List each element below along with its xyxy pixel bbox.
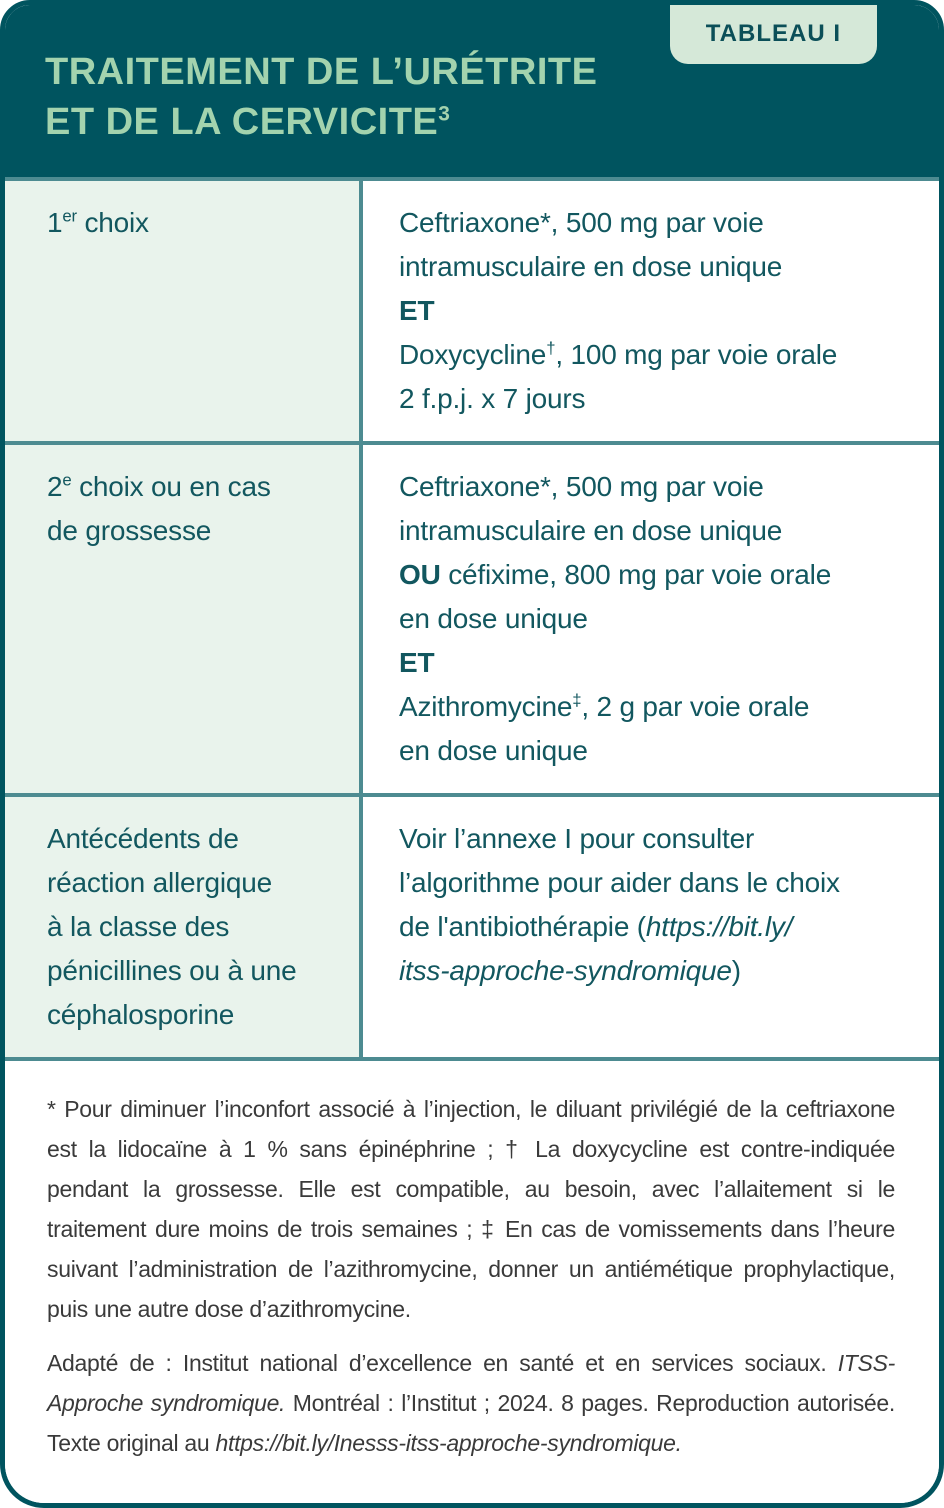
table-title-reference: 3 — [438, 102, 451, 126]
table-row-second-choice — [5, 441, 939, 793]
row-content-second-choice — [363, 445, 939, 793]
row-label-first-choice: 1er choix — [5, 181, 363, 441]
table-title-line2: ET DE LA CERVICITE — [45, 101, 439, 143]
treatment-connector: ET — [399, 647, 435, 678]
treatment-line: Voir l’annexe I pour consulter l’algorithme pour aider dans le choix de l'antibiothérapie (https://bit.ly/ itss-approche-syndromique) — [399, 823, 840, 986]
treatment-line: Ceftriaxone*, 500 mg par voie intramusculaire en dose unique — [399, 207, 783, 282]
row-content-allergy — [363, 797, 939, 1057]
row-content-first-choice — [363, 181, 939, 441]
table-row-allergy — [5, 793, 939, 1057]
treatment-line: Ceftriaxone*, 500 mg par voie intramusculaire en dose unique OU céfixime, 800 mg par voie orale en dose unique — [399, 471, 832, 634]
row-label-allergy: Antécédents de réaction allergique à la classe des pénicillines ou à une céphalosporine — [5, 797, 363, 1057]
footnotes-section — [5, 1057, 939, 1503]
treatment-connector: ET — [399, 295, 435, 326]
table-row-first-choice — [5, 177, 939, 441]
tableau-badge-label: TABLEAU I — [705, 20, 841, 47]
row-label-second-choice: 2e choix ou en cas de grossesse — [5, 445, 363, 793]
treatment-line: Azithromycine‡, 2 g par voie orale en dose unique — [399, 690, 810, 766]
table-header — [5, 5, 939, 177]
footnote-symbols: * Pour diminuer l’inconfort associé à l’injection, le diluant privilégié de la ceftriaxone est la lidocaïne à 1 % sans épinéphrine ; † La doxycycline est contre-indiquée pendant la grossesse. Elle est compatible, au besoin, avec l’allaitement si le traitement dure moins de trois semaines ; ‡ En cas de vomissements dans l’heure suivant l’administration de l’azithromycine, donner un antiémétique prophylactique, puis une autre dose d’azithromycine. — [47, 1096, 895, 1322]
table-title — [45, 47, 625, 147]
tableau-badge — [670, 5, 877, 64]
treatment-line: Doxycycline†, 100 mg par voie orale 2 f.p.j. x 7 jours — [399, 338, 838, 414]
footnote-source: Adapté de : Institut national d’excellence en santé et en services sociaux. ITSS-Approche syndromique. Montréal : l’Institut ; 2024. 8 pages. Reproduction autorisée. Texte original au https://bit.ly/Inesss-itss-approche-syndromique. — [47, 1350, 895, 1456]
table-title-line1: TRAITEMENT DE L’URÉTRITE — [45, 51, 598, 93]
